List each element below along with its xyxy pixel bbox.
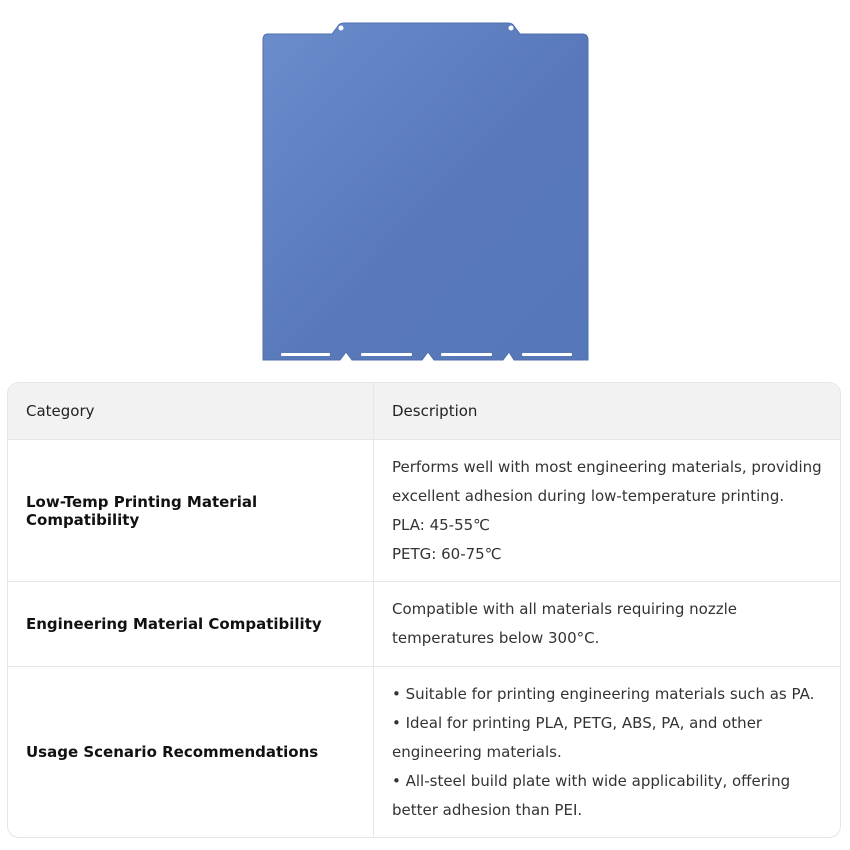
header-description-cell [374,383,840,439]
description-line: Compatible with all materials requiring nozzle [392,600,738,618]
table-row [8,581,840,666]
description-cell [374,582,840,666]
description-line: • Ideal for printing PLA, PETG, ABS, PA, and other [392,713,763,732]
category-label: Usage Scenario Recommendations [26,743,319,761]
description-line: • Suitable for printing engineering materials such as PA. [392,684,815,703]
category-cell [8,440,374,581]
build-plate-image [260,20,592,366]
category-label: Low-Temp Printing Material Compatibility [26,492,258,529]
category-label: Engineering Material Compatibility [26,615,322,633]
description-line: • All-steel build plate with wide applicability, offering [392,771,791,790]
table-header-row [8,383,840,439]
description-cell [374,440,840,581]
table-row [8,666,840,837]
header-description: Description [392,402,478,420]
description-cell [374,667,840,837]
header-category-cell [8,383,374,439]
header-category: Category [26,402,95,420]
description-line: temperatures below 300°C. [392,629,600,647]
spec-table [7,382,841,838]
description-line: PLA: 45-55℃ [392,515,490,534]
description-line: better adhesion than PEI. [392,800,583,819]
description-line: PETG: 60-75℃ [392,544,502,563]
category-cell [8,667,374,837]
category-cell [8,582,374,666]
description-line: engineering materials. [392,742,562,761]
description-line: Performs well with most engineering materials, providing [392,457,822,476]
description-line: excellent adhesion during low-temperature printing. [392,486,785,505]
table-row [8,439,840,581]
